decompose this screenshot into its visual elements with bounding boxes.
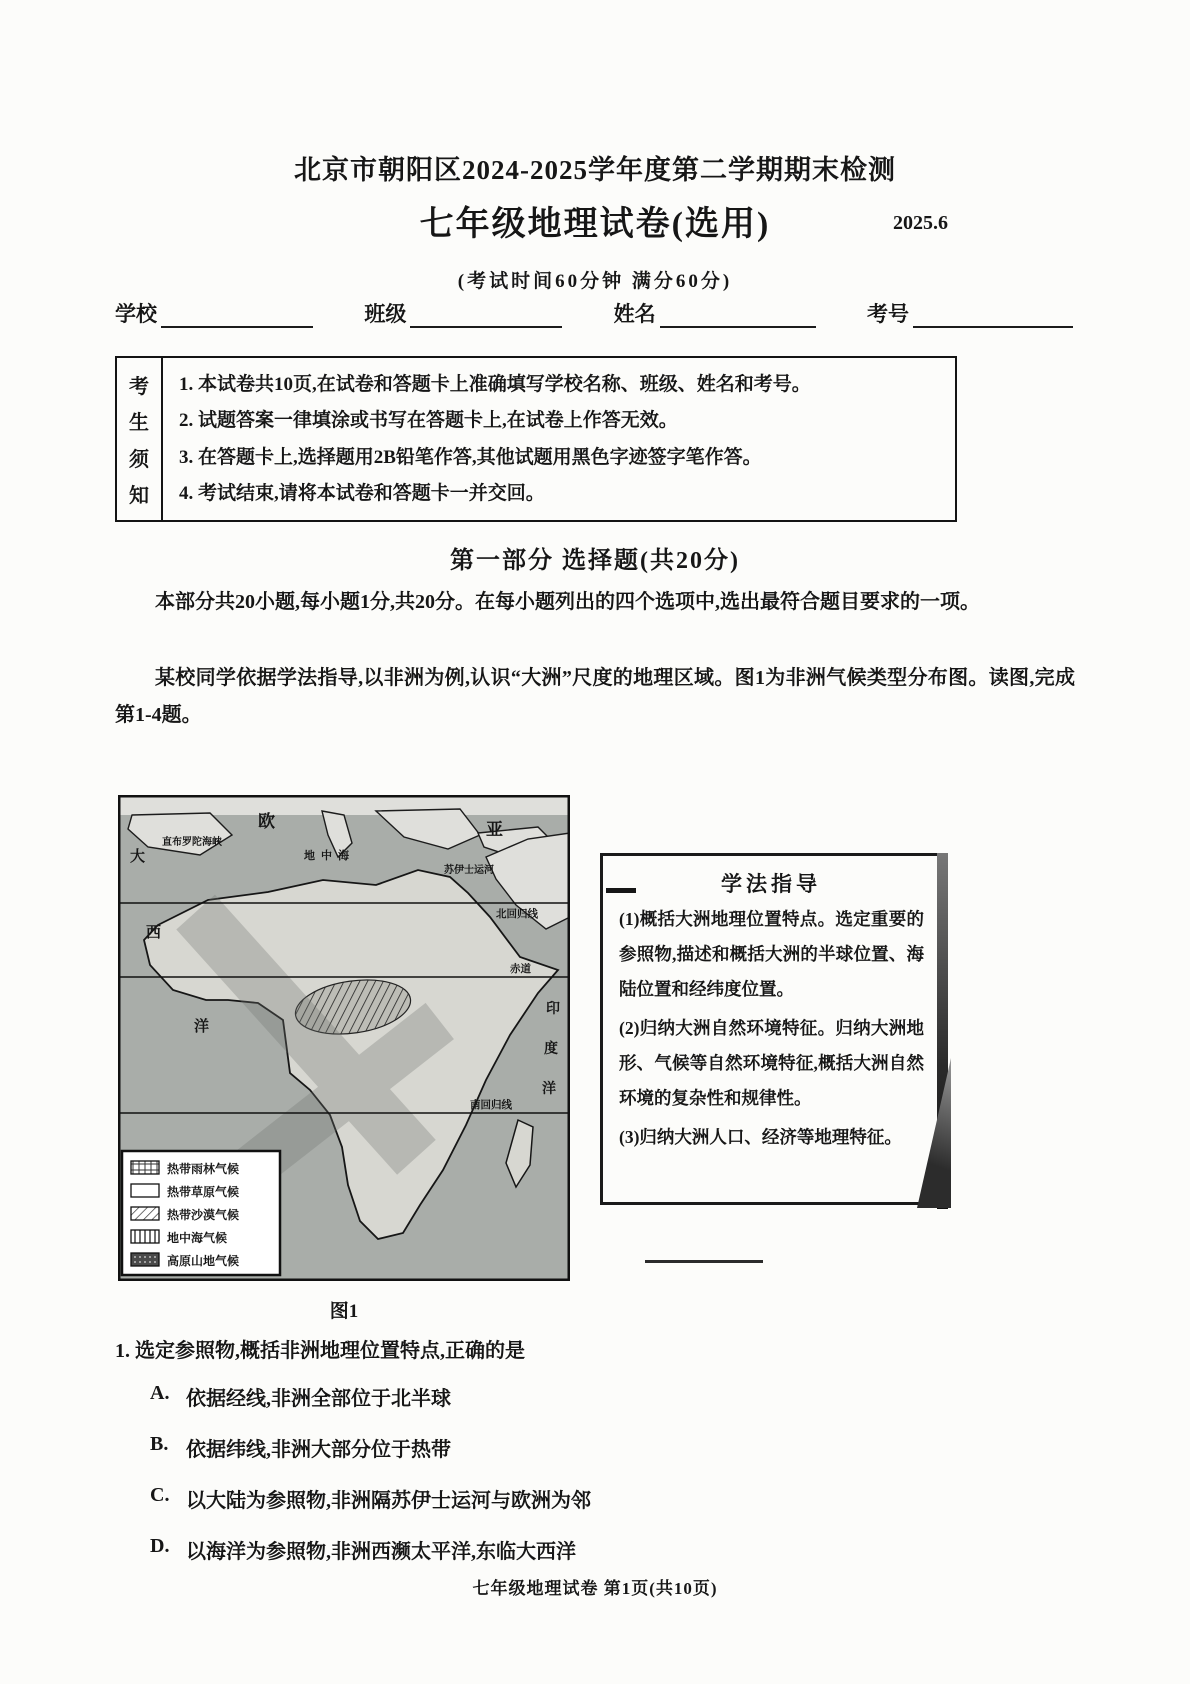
label-tropic-of-capricorn: 南回归线 xyxy=(470,1100,512,1111)
svg-text:西: 西 xyxy=(146,925,162,941)
option-a-text: 依据经线,非洲全部位于北半球 xyxy=(186,1388,451,1410)
study-guide-item: (2)归纳大洲自然环境特征。归纳大洲地形、气候等自然环境特征,概括大洲自然环境的复杂性和规律性。 xyxy=(619,1018,924,1108)
svg-text:洋: 洋 xyxy=(542,1082,556,1097)
field-exam-number-label: 考号 xyxy=(866,302,909,326)
exam-subject-title: 七年级地理试卷(选用) xyxy=(419,206,771,243)
field-class xyxy=(364,298,562,328)
legend-item-rainforest: 热带雨林气候 xyxy=(167,1162,240,1176)
notice-side-char: 知 xyxy=(129,485,149,508)
label-mediterranean: 地中海 xyxy=(304,850,355,862)
option-c-key: C. xyxy=(150,1484,170,1506)
option-a xyxy=(150,1382,591,1411)
legend-item-savanna: 热带草原气候 xyxy=(167,1185,240,1199)
legend-item-highland: 高原山地气候 xyxy=(167,1254,240,1268)
notice-side-char: 考 xyxy=(129,375,149,398)
option-c-text: 以大陆为参照物,非洲隔苏伊士运河与欧洲为邻 xyxy=(186,1490,591,1512)
svg-text:洋: 洋 xyxy=(194,1019,210,1035)
candidate-notice-box xyxy=(115,356,957,522)
option-d-text: 以海洋为参照物,非洲西濒太平洋,东临大西洋 xyxy=(186,1541,576,1563)
study-guide-title: 学法指导 xyxy=(721,872,821,896)
scan-line-artifact xyxy=(645,1260,763,1263)
option-b-key: B. xyxy=(150,1433,169,1455)
svg-text:印: 印 xyxy=(546,1002,560,1017)
notice-items xyxy=(163,358,955,520)
field-class-blank xyxy=(410,306,562,328)
section-intro-paragraph: 本部分共20小题,每小题1分,共20分。在每小题列出的四个选项中,选出最符合题目要求的一项。 xyxy=(155,591,980,613)
option-c xyxy=(150,1484,591,1513)
field-exam-number xyxy=(867,298,1073,328)
study-guide-box xyxy=(600,853,942,1205)
field-school xyxy=(115,298,313,328)
field-school-blank xyxy=(161,306,313,328)
africa-climate-map xyxy=(118,795,570,1281)
field-name-label: 姓名 xyxy=(613,302,656,326)
notice-item: 4. 考试结束,请将本试卷和答题卡一并交回。 xyxy=(179,483,545,505)
notice-side-char: 生 xyxy=(129,412,149,435)
legend-item-desert: 热带沙漠气候 xyxy=(167,1208,240,1222)
label-equator: 赤道 xyxy=(510,964,531,975)
field-exam-number-blank xyxy=(913,306,1073,328)
study-guide-item: (1)概括大洲地理位置特点。选定重要的参照物,描述和概括大洲的半球位置、海陆位置和经纬度位置。 xyxy=(619,909,924,999)
question-group-passage: 某校同学依据学法指导,以非洲为例,认识“大洲”尺度的地理区域。图1为非洲气候类型分布图。读图,完成第1-4题。 xyxy=(115,667,1075,726)
map-legend xyxy=(122,1151,280,1275)
exam-header-title: 北京市朝阳区2024-2025学年度第二学期期末检测 xyxy=(294,155,896,185)
question-1-options xyxy=(150,1382,591,1586)
figure-caption: 图1 xyxy=(329,1301,359,1322)
svg-text:度: 度 xyxy=(544,1042,558,1057)
notice-side-label xyxy=(117,358,163,520)
option-d-key: D. xyxy=(150,1535,170,1557)
study-guide-item: (3)归纳大洲人口、经济等地理特征。 xyxy=(619,1127,902,1147)
label-gibraltar: 直布罗陀海峡 xyxy=(162,837,222,848)
svg-text:大: 大 xyxy=(130,849,146,865)
option-a-key: A. xyxy=(150,1382,170,1404)
option-d xyxy=(150,1535,591,1564)
option-b xyxy=(150,1433,591,1462)
field-name xyxy=(614,298,816,328)
field-name-blank xyxy=(660,306,816,328)
question-1-stem: 1. 选定参照物,概括非洲地理位置特点,正确的是 xyxy=(115,1340,525,1362)
option-b-text: 依据纬线,非洲大部分位于热带 xyxy=(186,1439,451,1461)
label-europe: 欧 xyxy=(258,812,275,831)
notice-item: 1. 本试卷共10页,在试卷和答题卡上准确填写学校名称、班级、姓名和考号。 xyxy=(179,374,811,395)
notice-item: 2. 试题答案一律填涂或书写在答题卡上,在试卷上作答无效。 xyxy=(179,410,678,432)
field-school-label: 学校 xyxy=(115,302,157,326)
notice-item: 3. 在答题卡上,选择题用2B铅笔作答,其他试题用黑色字迹签字笔作答。 xyxy=(179,446,762,468)
section-one-heading: 第一部分 选择题(共20分) xyxy=(450,548,740,574)
label-suez-canal: 苏伊士运河 xyxy=(444,865,494,876)
scan-dash-artifact xyxy=(606,888,636,893)
label-asia: 亚 xyxy=(486,820,503,839)
footer-page-number: 七年级地理试卷 第1页(共10页) xyxy=(472,1579,718,1598)
notice-side-char: 须 xyxy=(129,448,149,471)
label-tropic-of-cancer: 北回归线 xyxy=(496,909,538,920)
exam-duration-score: (考试时间60分钟 满分60分) xyxy=(457,271,733,292)
field-class-label: 班级 xyxy=(364,302,407,326)
exam-date: 2025.6 xyxy=(893,212,948,234)
legend-item-mediterranean: 地中海气候 xyxy=(167,1231,228,1245)
student-info-fields xyxy=(115,298,1073,328)
